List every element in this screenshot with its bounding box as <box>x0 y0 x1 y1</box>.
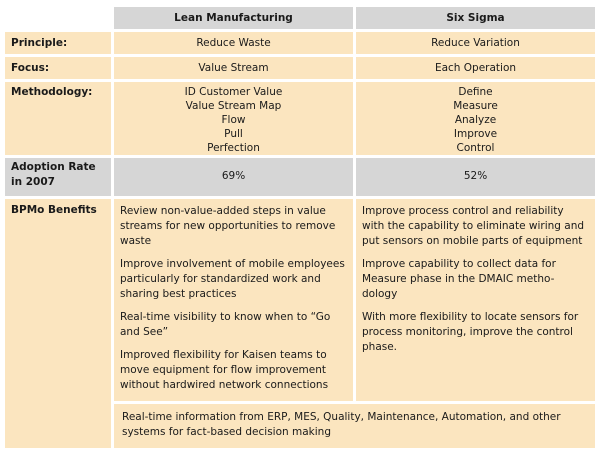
benefits-six-sigma <box>356 199 595 401</box>
principle-label: Principle: <box>5 32 111 54</box>
methodology-six-step: Control <box>456 142 495 154</box>
methodology-lean-step: Value Stream Map <box>185 100 282 112</box>
methodology-lean-step: Flow <box>221 114 246 126</box>
comparison-table <box>2 4 598 451</box>
methodology-six-step: Analyze <box>454 114 497 126</box>
methodology-six-step: Improve <box>453 128 498 140</box>
benefits-row <box>5 199 595 401</box>
methodology-lean-step: Perfection <box>207 142 260 154</box>
shared-benefit: Real-time information from ERP, MES, Quality, Maintenance, Automation, and other systems for fact-based decision making <box>114 404 595 448</box>
benefit-item: With more flexibility to locate sensors for process monitoring, improve the control phase. <box>362 311 579 353</box>
benefit-item: Improved flexibility for Kaisen teams to move equipment for flow improvement without hardwired network connections <box>120 349 329 391</box>
methodology-six-step: Measure <box>453 100 498 112</box>
principle-row <box>5 32 595 54</box>
benefits-lean <box>114 199 353 401</box>
adoption-label-line: in 2007 <box>11 176 55 188</box>
adoption-row <box>5 158 595 196</box>
methodology-six-step: Define <box>458 86 493 98</box>
adoption-six-sigma: 52% <box>356 158 595 196</box>
methodology-lean-step: Pull <box>224 128 243 140</box>
methodology-row <box>5 82 595 155</box>
focus-lean: Value Stream <box>114 57 353 79</box>
header-lean: Lean Manufacturing <box>114 7 353 29</box>
principle-six-sigma: Reduce Variation <box>356 32 595 54</box>
methodology-six-sigma <box>356 82 595 155</box>
benefit-item: Real-time visibility to know when to “Go and See” <box>120 311 331 338</box>
header-row <box>5 7 595 29</box>
corner-cell <box>5 7 111 29</box>
focus-label: Focus: <box>5 57 111 79</box>
focus-six-sigma: Each Operation <box>356 57 595 79</box>
benefit-item: Review non-value-added steps in value streams for new opportunities to remove waste <box>120 205 336 247</box>
benefit-item: Improve involvement of mobile employees particularly for standardized work and sharing best practices <box>120 258 345 300</box>
methodology-label: Methodology: <box>5 82 111 155</box>
focus-row <box>5 57 595 79</box>
adoption-label <box>5 158 111 196</box>
benefits-label: BPMo Benefits <box>5 199 111 448</box>
benefit-item: Improve capability to collect data for Measure phase in the DMAIC metho-dology <box>362 258 556 300</box>
adoption-lean: 69% <box>114 158 353 196</box>
methodology-lean-step: ID Customer Value <box>184 86 283 98</box>
adoption-label-line: Adoption Rate <box>11 161 96 173</box>
methodology-lean <box>114 82 353 155</box>
principle-lean: Reduce Waste <box>114 32 353 54</box>
benefit-item: Improve process control and reliability with the capability to eliminate wiring and put sensors on mobile parts of equipment <box>362 205 585 247</box>
header-six-sigma: Six Sigma <box>356 7 595 29</box>
